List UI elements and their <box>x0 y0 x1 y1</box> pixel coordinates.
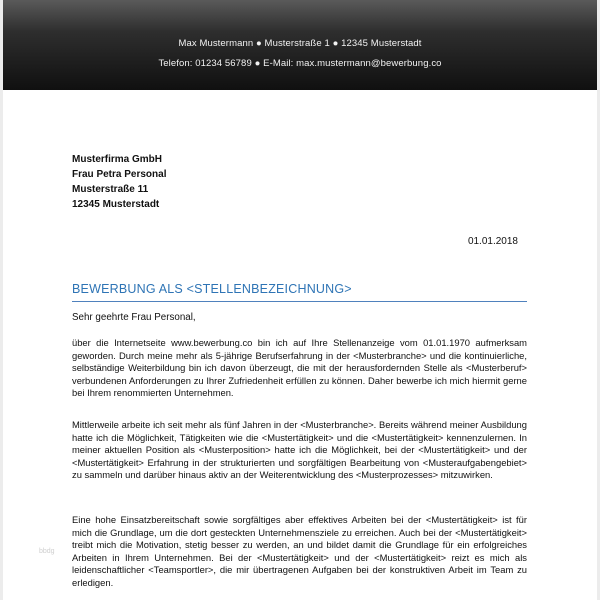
recipient-street: Musterstraße 11 <box>72 184 149 195</box>
paragraph-2: Mittlerweile arbeite ich seit mehr als fünf Jahren in der <Musterbranche>. Bereits während meiner Ausbildung hatte ich die Möglichkeit, Tätigkeiten wie die <Mustertätigkeit> und die <Mustertätigkeit> kennenzulernen. In meiner aktuellen Position als <Musterposition> hatte ich die Möglichkeit, bei der <Mustertätigkeit> und der <Mustertätigkeit> Erfahrung in der strukturierten und sorgfältigen Bearbeitung von <Musteraufgabengebiet> zu sammeln und darüber hinaus aktiv an der Weiterentwicklung des <Musterprozesses> mitzuwirken. <box>72 419 527 481</box>
paragraph-1: über die Internetseite www.bewerbung.co bin ich auf Ihre Stellenanzeige vom 01.01.1970 aufmerksam geworden. Durch meine mehr als 5-jährige Berufserfahrung in der <Musterbranche> und die kontinuierliche, selbständige Weiterbildung bin ich davon überzeugt, die mit der herausfordernden Stelle als <Musterberuf> verbundenen Anforderungen zu Ihrer Zufriedenheit erfüllen zu können. Daher bewerbe ich mich hiermit gerne bei Ihrem renommierten Unternehmen. <box>72 337 527 399</box>
paragraph-3: Eine hohe Einsatzbereitschaft sowie sorgfältiges aber effektives Arbeiten bei der <Mustertätigkeit> ist für mich die Grundlage, um die dort gesteckten Unternehmensziele zu erreichen. Auch bei der <Mustertätigkeit> treibt mich die Motivation, stetig besser zu werden, an und bildet damit die Grundlage für ein erfolgreiches Arbeiten in Ihrem Unternehmen. Bei der <Mustertätigkeit> und der <Mustertätigkeit> reizt es mich als leidenschaftlicher <Teamsportler>, die mir übertragenen Aufgaben bei der konstruktiven Arbeit im Team zu erledigen. <box>72 514 527 588</box>
recipient-name: Frau Petra Personal <box>72 169 167 180</box>
recipient-company: Musterfirma GmbH <box>72 154 163 165</box>
recipient-city: 12345 Musterstadt <box>72 199 160 210</box>
letterhead-band <box>3 0 597 90</box>
watermark: bbdg <box>39 548 55 555</box>
sender-contact: Telefon: 01234 56789 ● E-Mail: max.mustermann@bewerbung.co <box>158 58 442 69</box>
letter-body <box>3 90 597 600</box>
recipient-address <box>72 152 166 212</box>
subject-divider <box>72 301 527 302</box>
sender-address: Max Mustermann ● Musterstraße 1 ● 12345 Musterstadt <box>178 38 422 49</box>
letter-date: 01.01.2018 <box>467 236 518 247</box>
letter-subject: BEWERBUNG ALS <STELLENBEZEICHNUNG> <box>72 282 352 296</box>
salutation: Sehr geehrte Frau Personal, <box>72 312 196 323</box>
